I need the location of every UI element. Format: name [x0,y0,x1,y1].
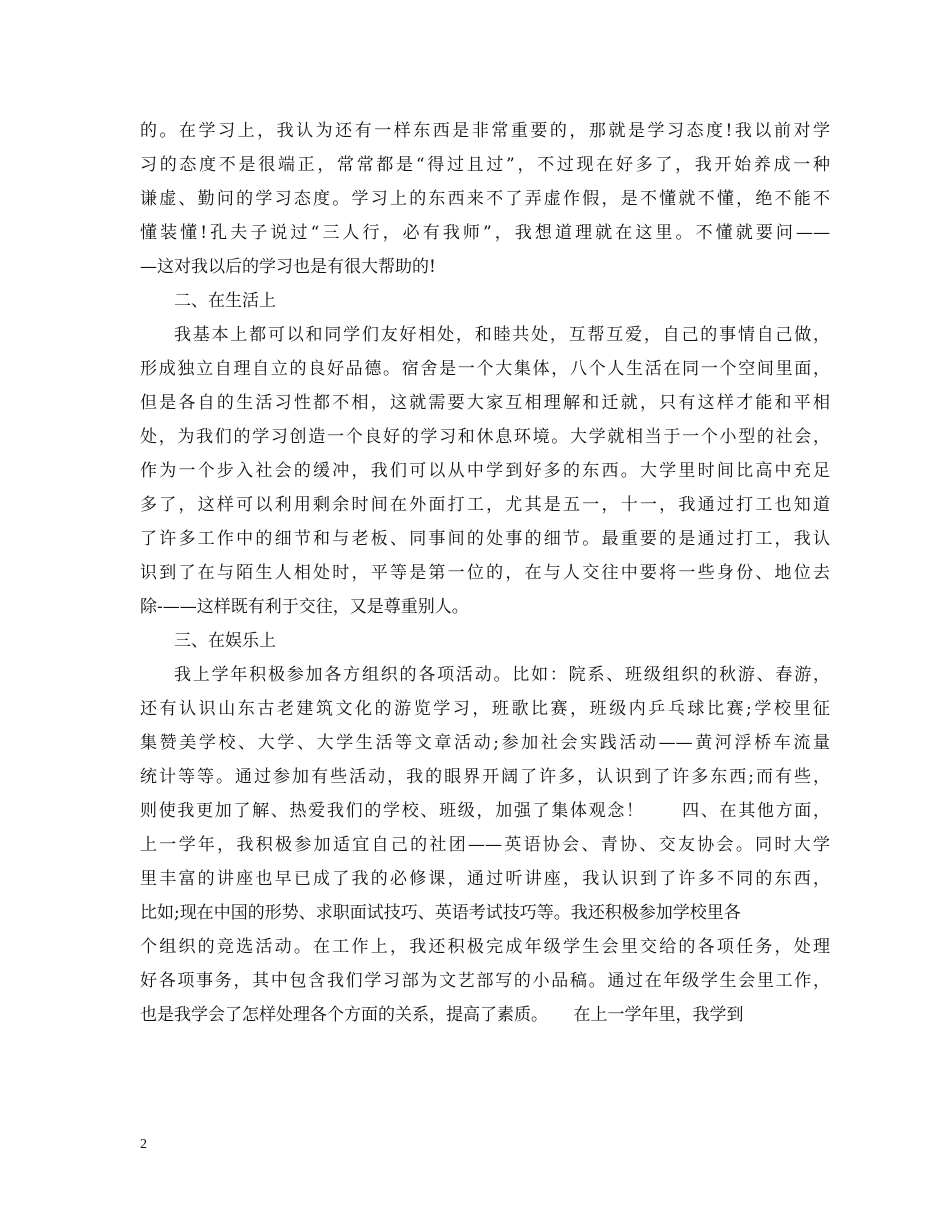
text-line: 懂装懂!孔夫子说过“三人行，必有我师”，我想道理就在这里。不懂就要问—— [140,223,830,243]
text-line: 还有认识山东古老建筑文化的游览学习，班歌比赛，班级内乒乓球比赛;学校里征 [140,699,830,719]
text-line: 好各项事务，其中包含我们学习部为文艺部写的小品稿。通过在年级学生会里工作， [140,971,830,991]
text-line: —这对我以后的学习也是有很大帮助的! [140,257,436,277]
text-line: 我上学年积极参加各方组织的各项活动。比如：院系、班级组织的秋游、春游， [174,665,830,685]
text-line: 个组织的竞选活动。在工作上，我还积极完成年级学生会里交给的各项任务，处理 [140,937,830,957]
section-heading-life: 二、在生活上 [174,291,276,311]
text-line: 统计等等。通过参加有些活动，我的眼界开阔了许多，认识到了许多东西;而有些， [140,767,830,787]
text-line: 处，为我们的学习创造一个良好的学习和休息环境。大学就相当于一个小型的社会， [140,427,830,447]
text-line: 作为一个步入社会的缓冲，我们可以从中学到好多的东西。大学里时间比高中充足 [140,461,830,481]
page-number: 2 [140,1137,147,1152]
document-body [140,114,830,1032]
text-line: 则使我更加了解、热爱我们的学校、班级，加强了集体观念！ 四、在其他方面， [140,801,830,821]
text-line: 除-——这样既有利于交往，又是尊重别人。 [140,597,469,617]
text-line: 了许多工作中的细节和与老板、同事间的处事的细节。最重要的是通过打工，我认 [140,529,830,549]
text-line: 识到了在与陌生人相处时，平等是第一位的，在与人交往中要将一些身份、地位去 [140,563,830,583]
text-line: 习的态度不是很端正，常常都是“得过且过”，不过现在好多了，我开始养成一种 [140,155,830,175]
text-line: 的。在学习上，我认为还有一样东西是非常重要的，那就是学习态度!我以前对学 [140,121,830,141]
text-line: 比如;现在中国的形势、求职面试技巧、英语考试技巧等。我还积极参加学校里各 [140,903,741,923]
text-line: 形成独立自理自立的良好品德。宿舍是一个大集体，八个人生活在同一个空间里面， [140,359,830,379]
text-line: 里丰富的讲座也早已成了我的必修课，通过听讲座，我认识到了许多不同的东西， [140,869,830,889]
text-line: 集赞美学校、大学、大学生活等文章活动;参加社会实践活动——黄河浮桥车流量 [140,733,830,753]
text-line: 也是我学会了怎样处理各个方面的关系，提高了素质。 在上一学年里，我学到 [140,1005,744,1025]
section-heading-entertainment: 三、在娱乐上 [174,631,276,651]
text-line: 多了，这样可以利用剩余时间在外面打工，尤其是五一，十一，我通过打工也知道 [140,495,830,515]
text-line: 上一学年，我积极参加适宜自己的社团——英语协会、青协、交友协会。同时大学 [140,835,830,855]
text-line: 谦虚、勤问的学习态度。学习上的东西来不了弄虚作假，是不懂就不懂，绝不能不 [140,189,830,209]
text-line: 但是各自的生活习性都不相，这就需要大家互相理解和迁就，只有这样才能和平相 [140,393,830,413]
text-line: 我基本上都可以和同学们友好相处，和睦共处，互帮互爱，自己的事情自己做， [174,325,830,345]
